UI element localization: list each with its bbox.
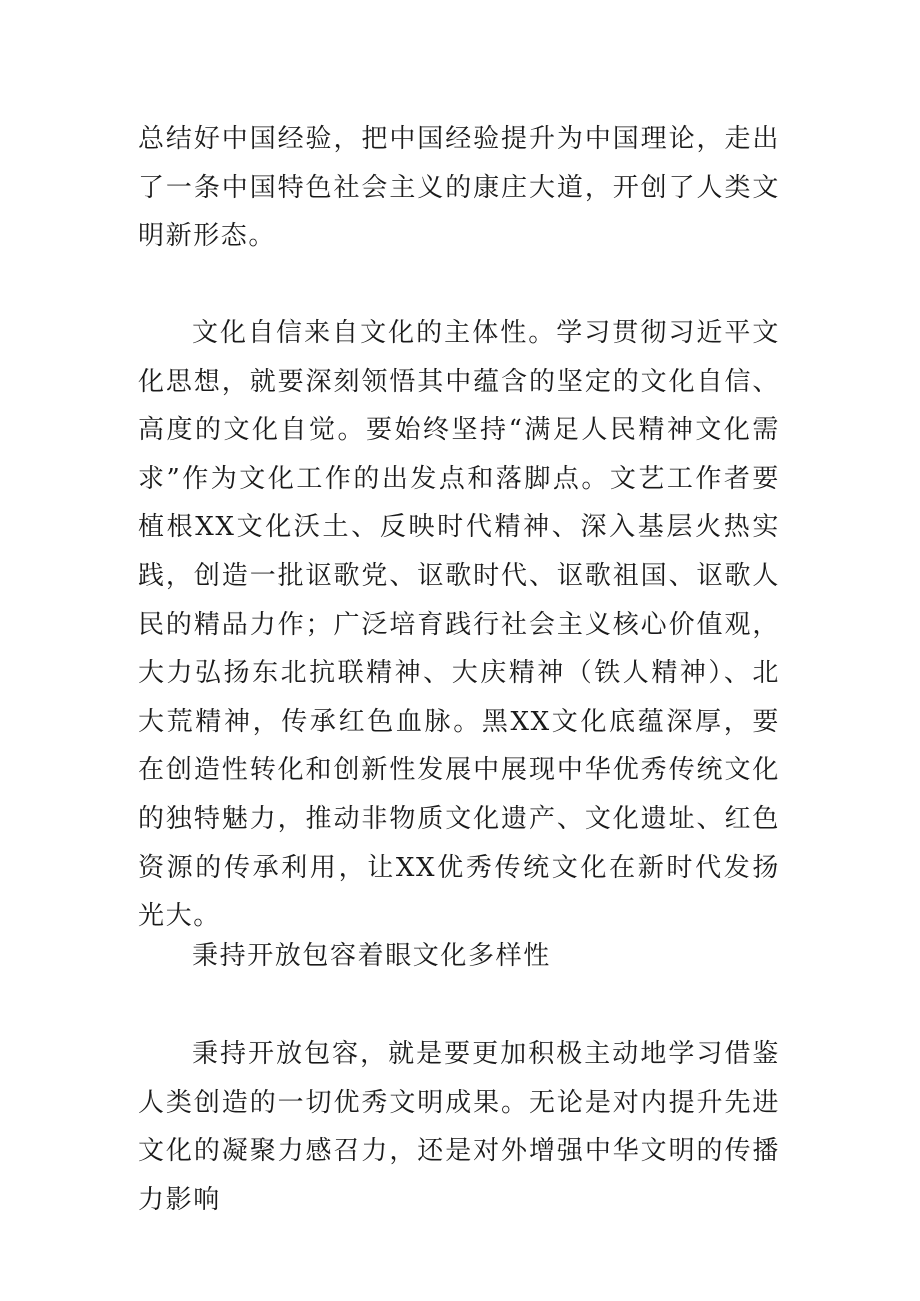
paragraph-1: 总结好中国经验，把中国经验提升为中国理论，走出了一条中国特色社会主义的康庄大道，开创了人类文明新形态。 [138, 124, 780, 252]
paragraph-2: 文化自信来自文化的主体性。学习贯彻习近平文化思想，就要深刻领悟其中蕴含的坚定的文化自信、高度的文化自觉。要始终坚持“满足人民精神文化需求”作为文化工作的出发点和落脚点。文艺工作者要植根XX文化沃土、反映时代精神、深入基层火热实践，创造一批讴歌党、讴歌时代、讴歌祖国、讴歌人民的精品力作；广泛培育践行社会主义核心价值观，大力弘扬东北抗联精神、大庆精神（铁人精神）、北大荒精神，传承红色血脉。黑XX文化底蕴深厚，要在创造性转化和创新性发展中展现中华优秀传统文化的独特魅力，推动非物质文化遗产、文化遗址、红色资源的传承利用，让XX优秀传统文化在新时代发扬光大。 [138, 318, 780, 932]
section-heading: 秉持开放包容着眼文化多样性 [192, 941, 551, 971]
paragraph-3: 秉持开放包容，就是要更加积极主动地学习借鉴人类创造的一切优秀文明成果。无论是对内提升先进文化的凝聚力感召力，还是对外增强中华文明的传播力影响 [138, 1039, 780, 1215]
